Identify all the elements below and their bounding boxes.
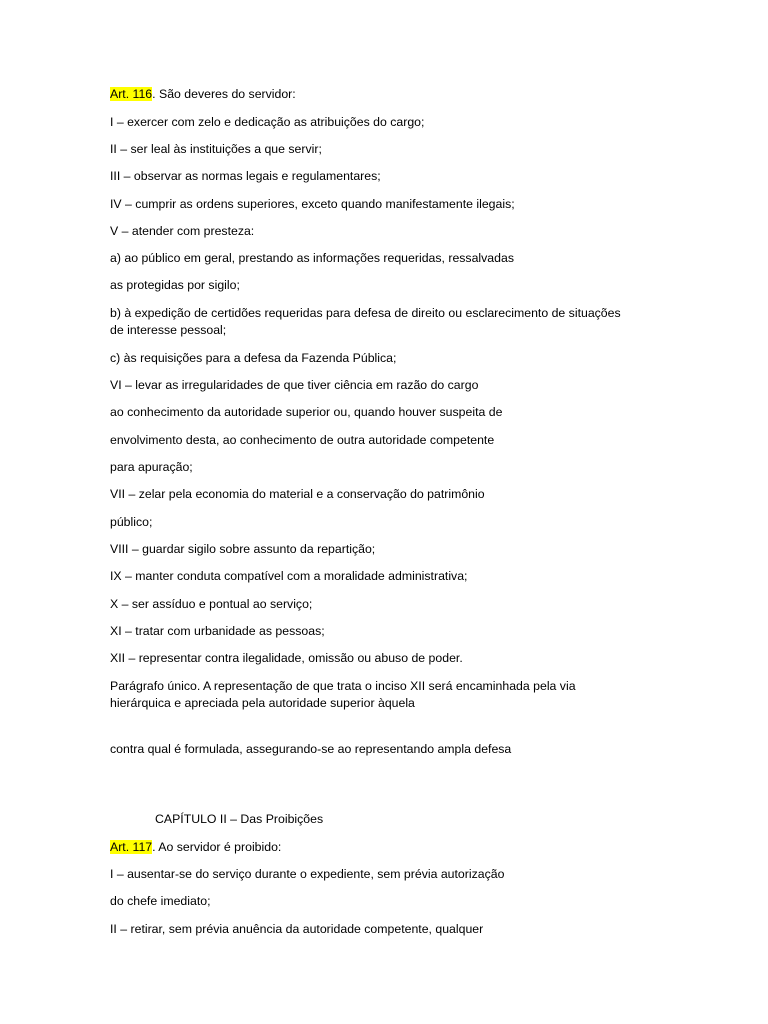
art117-item: II – retirar, sem prévia anuência da autoridade competente, qualquer [110,922,484,936]
chapter-heading: CAPÍTULO II – Das Proibições [155,812,324,826]
art116-item: IV – cumprir as ordens superiores, exceto quando manifestamente ilegais; [110,197,515,211]
art116-item: VI – levar as irregularidades de que tiver ciência em razão do cargo [110,378,479,392]
art116-item: b) à expedição de certidões requeridas para defesa de direito ou esclarecimento de situações [110,306,621,320]
art117-item: do chefe imediato; [110,894,211,908]
art116-heading [110,86,296,103]
art116-item: público; [110,515,153,529]
art116-item: VII – zelar pela economia do material e a conservação do patrimônio [110,487,485,501]
art117-heading [110,839,281,856]
art116-item: envolvimento desta, ao conhecimento de outra autoridade competente [110,433,495,447]
art117-item: I – ausentar-se do serviço durante o expediente, sem prévia autorização [110,867,505,881]
art116-item: I – exercer com zelo e dedicação as atribuições do cargo; [110,115,425,129]
art116-item: VIII – guardar sigilo sobre assunto da repartição; [110,542,376,556]
art116-item: II – ser leal às instituições a que servir; [110,142,322,156]
art116-item: IX – manter conduta compatível com a moralidade administrativa; [110,569,468,583]
art116-item: III – observar as normas legais e regulamentares; [110,169,381,183]
art116-item: XII – representar contra ilegalidade, omissão ou abuso de poder. [110,651,463,665]
art116-item: a) ao público em geral, prestando as informações requeridas, ressalvadas [110,251,514,265]
art116-item: ao conhecimento da autoridade superior ou, quando houver suspeita de [110,405,503,419]
paragraph-unico: hierárquica e apreciada pela autoridade superior àquela [110,696,415,710]
art116-item: c) às requisições para a defesa da Fazenda Pública; [110,351,397,365]
art116-item: as protegidas por sigilo; [110,278,240,292]
art116-item: para apuração; [110,460,193,474]
art116-item: V – atender com presteza: [110,224,255,238]
paragraph-unico: contra qual é formulada, assegurando-se ao representando ampla defesa [110,742,512,756]
art116-intro: . São deveres do servidor: [152,87,296,101]
art116-item: X – ser assíduo e pontual ao serviço; [110,597,313,611]
art116-item: XI – tratar com urbanidade as pessoas; [110,624,325,638]
paragraph-unico: Parágrafo único. A representação de que trata o inciso XII será encaminhada pela via [110,679,576,693]
art116-label: Art. 116 [110,87,153,101]
art117-label: Art. 117 [110,840,153,854]
art117-intro: . Ao servidor é proibido: [152,840,282,854]
art116-item: de interesse pessoal; [110,323,227,337]
